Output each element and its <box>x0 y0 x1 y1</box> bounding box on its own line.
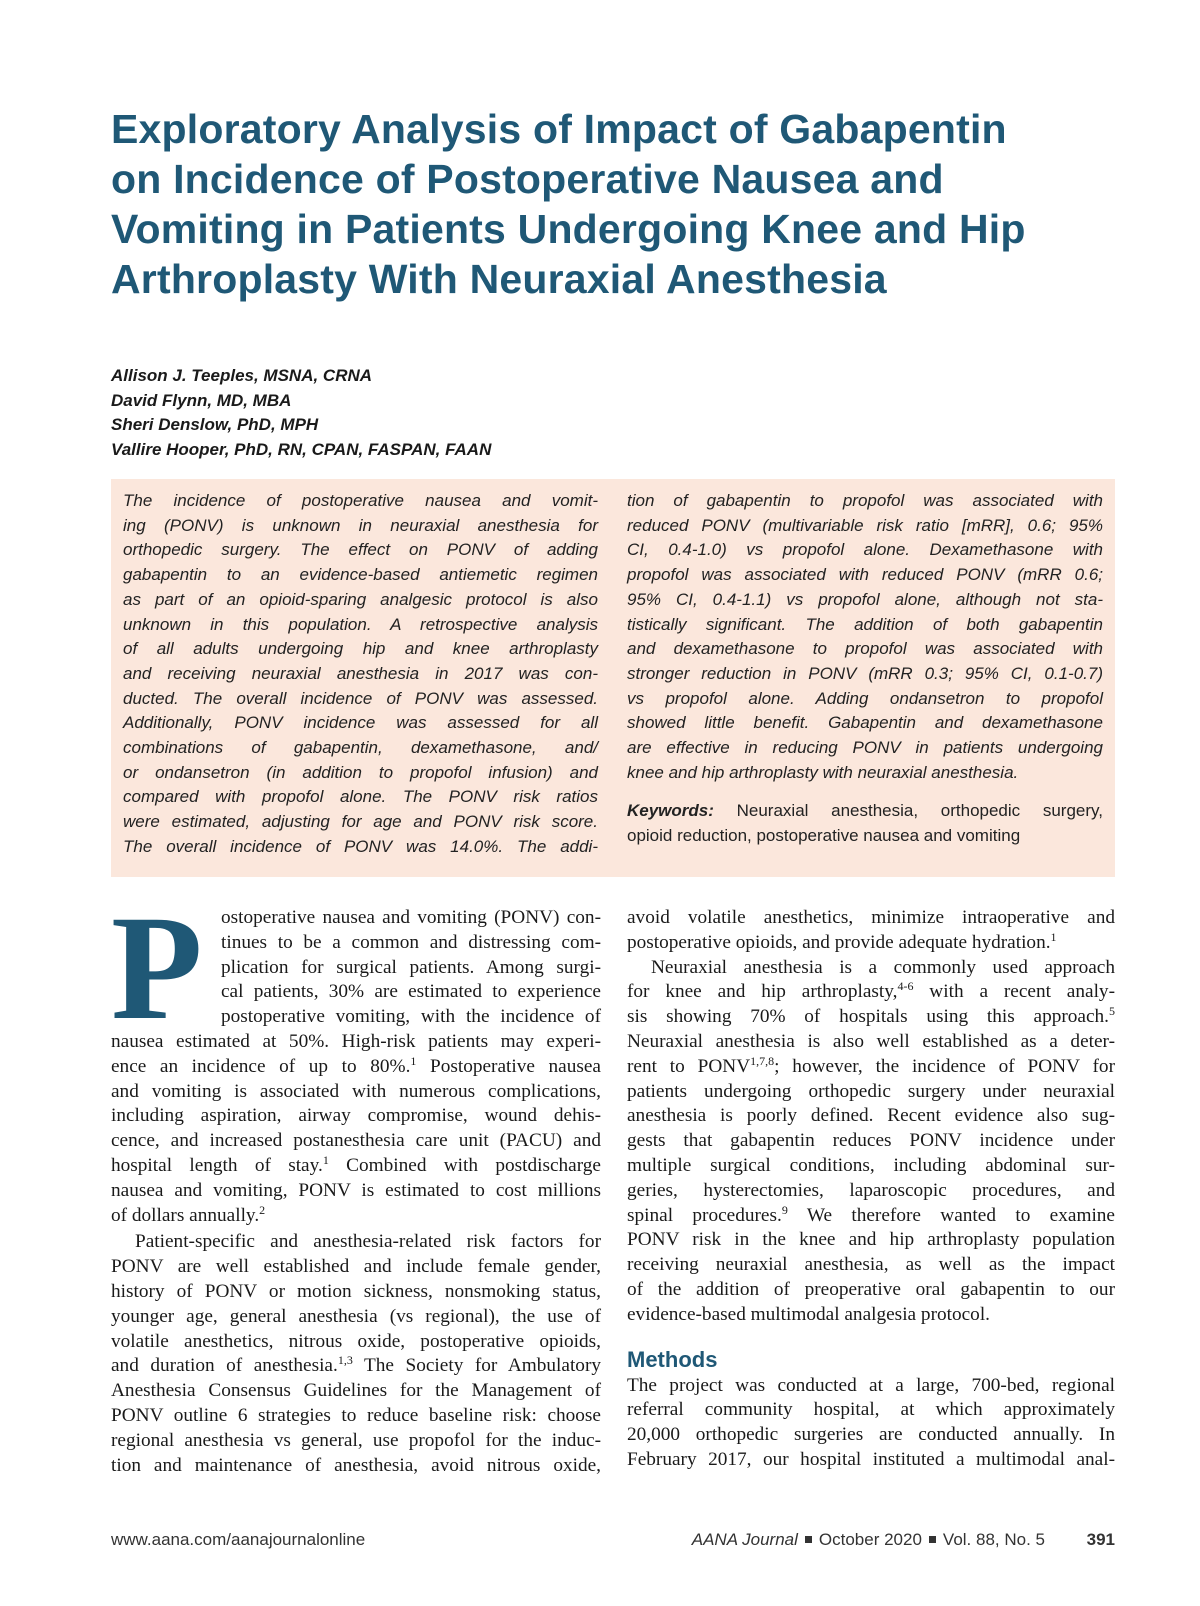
abstract-line: CI, 0.4-1.0) vs propofol alone. Dexamethasone with <box>627 540 1103 560</box>
abstract-right-column <box>627 489 1103 849</box>
issue-date: October 2020 <box>818 1530 922 1549</box>
abstract-line: The overall incidence of PONV was 14.0%. The addi- <box>123 836 598 856</box>
citation: 1 <box>1050 929 1057 944</box>
abstract-line: unknown in this population. A retrospective analysis <box>123 614 598 634</box>
section-heading-methods: Methods <box>627 1346 718 1372</box>
body-line: and vomiting is associated with numerous complications, <box>111 1080 601 1102</box>
abstract-line: tion of gabapentin to propofol was associated with <box>627 491 1103 510</box>
body-line: referral community hospital, at which approximately <box>627 1399 1115 1421</box>
body-line: of dollars annually.$^2$ <box>111 1202 266 1226</box>
abstract-line: and receiving neuraxial anesthesia in 2017 was con- <box>123 663 598 683</box>
abstract-line: and dexamethasone to propofol was associated with <box>627 639 1103 659</box>
body-line: younger age, general anesthesia (vs regional), the use of <box>111 1305 601 1327</box>
abstract-line: The incidence of postoperative nausea and vomit- <box>123 491 598 510</box>
body-line: nausea estimated at 50%. High-risk patients may experi- <box>111 1030 601 1052</box>
body-line: patients undergoing orthopedic surgery under neuraxial <box>627 1080 1115 1102</box>
body-line: PONV risk in the knee and hip arthroplasty population <box>627 1229 1115 1251</box>
body-left-column <box>111 906 601 1478</box>
body-line: avoid volatile anesthetics, minimize intraoperative and <box>627 907 1115 928</box>
body-line: spinal procedures.$^9$ We therefore wanted to examine <box>627 1202 1115 1226</box>
journal-citation <box>692 1530 1045 1550</box>
body-line: of the addition of preoperative oral gabapentin to our <box>627 1278 1115 1300</box>
body-line: receiving neuraxial anesthesia, as well as the impact <box>627 1254 1115 1276</box>
abstract-line: ducted. The overall incidence of PONV was assessed. <box>123 688 598 708</box>
journal-name: AANA Journal <box>691 1530 798 1549</box>
citation: 1,7,8 <box>750 1053 775 1068</box>
body-line: February 2017, our hospital instituted a multimodal anal- <box>627 1448 1115 1470</box>
abstract-line: gabapentin to an evidence-based antiemetic regimen <box>123 565 598 585</box>
citation: 4-6 <box>897 979 914 994</box>
title-line: Arthroplasty With Neuraxial Anesthesia <box>111 256 887 302</box>
body-line: anesthesia is poorly defined. Recent evidence also sug- <box>627 1105 1115 1127</box>
body-line: evidence-based multimodal analgesia protocol. <box>627 1303 991 1325</box>
body-line: The project was conducted at a large, 700-bed, regional <box>627 1374 1115 1396</box>
body-line: tinues to be a common and distressing com- <box>221 931 601 953</box>
abstract-line: orthopedic surgery. The effect on PONV of adding <box>123 540 598 560</box>
body-line: multiple surgical conditions, including abdominal sur- <box>627 1154 1115 1176</box>
author: David Flynn, MD, MBA <box>111 390 292 410</box>
abstract-line: showed little benefit. Gabapentin and dexamethasone <box>627 713 1103 733</box>
body-line: PONV outline 6 strategies to reduce baseline risk: choose <box>111 1404 601 1426</box>
keywords-text: opioid reduction, postoperative nausea and vomiting <box>627 826 1021 846</box>
body-line: tion and maintenance of anesthesia, avoid nitrous oxide, <box>111 1454 601 1476</box>
keywords-label: Keywords: <box>627 801 714 821</box>
body-line: gests that gabapentin reduces PONV incidence under <box>627 1130 1115 1152</box>
body-line: Patient-specific and anesthesia-related risk factors for <box>135 1231 601 1253</box>
body-line: ostoperative nausea and vomiting (PONV) con- <box>221 907 601 928</box>
abstract-line: combinations of gabapentin, dexamethasone, and/ <box>123 738 598 758</box>
body-line: nausea and vomiting, PONV is estimated to cost millions <box>111 1179 601 1201</box>
abstract-left-column <box>123 489 598 860</box>
drop-cap: P <box>111 885 203 1051</box>
abstract-line: were estimated, adjusting for age and PONV risk score. <box>123 812 598 832</box>
title-line: on Incidence of Postoperative Nausea and <box>111 156 944 202</box>
abstract-line: reduced PONV (multivariable risk ratio [mRR], 0.6; 95% <box>627 515 1103 535</box>
abstract-line: as part of an opioid-sparing analgesic protocol is also <box>123 589 598 609</box>
body-line: cal patients, 30% are estimated to experience <box>221 981 601 1003</box>
author: Allison J. Teeples, MSNA, CRNA <box>111 366 373 385</box>
abstract-line: propofol was associated with reduced PONV (mRR 0.6; <box>627 565 1103 585</box>
keywords-text: Neuraxial anesthesia, orthopedic surgery, <box>736 801 1103 821</box>
author-list <box>111 364 491 462</box>
body-line: Neuraxial anesthesia is also well established as a deter- <box>627 1030 1115 1052</box>
keywords <box>627 799 1103 848</box>
body-line: geries, hysterectomies, laparoscopic procedures, and <box>627 1179 1115 1201</box>
body-line: postoperative vomiting, with the incidence of <box>221 1006 601 1028</box>
body-line: Neuraxial anesthesia is a commonly used approach <box>651 956 1115 978</box>
body-line: sis showing 70% of hospitals using this approach.$^5$ <box>627 1004 1115 1028</box>
page-number: 391 <box>1086 1530 1115 1549</box>
square-bullet-icon <box>805 1536 812 1543</box>
body-line: ence an incidence of up to 80%.$^1$ Postoperative nausea <box>111 1053 601 1077</box>
body-line: history of PONV or motion sickness, nonsmoking status, <box>111 1280 601 1302</box>
body-right-column <box>627 906 1115 1473</box>
citation: 1,3 <box>337 1353 353 1368</box>
body-line: regional anesthesia vs general, use propofol for the induc- <box>111 1429 601 1451</box>
body-line: hospital length of stay.$^1$ Combined with postdischarge <box>111 1152 601 1176</box>
body-line: PONV are well established and include female gender, <box>111 1256 601 1278</box>
body-line: cence, and increased postanesthesia care unit (PACU) and <box>111 1130 601 1152</box>
body-line: Anesthesia Consensus Guidelines for the Management of <box>111 1380 601 1402</box>
citation: 1 <box>322 1152 329 1167</box>
body-line: plication for surgical patients. Among surgi- <box>221 956 601 978</box>
abstract-line: Additionally, PONV incidence was assessed for all <box>123 713 598 733</box>
body-line: postoperative opioids, and provide adequate hydration.$^1$ <box>627 929 1057 953</box>
author: Vallire Hooper, PhD, RN, CPAN, FASPAN, FAAN <box>111 439 492 459</box>
citation: 1 <box>410 1053 417 1068</box>
body-line: volatile anesthetics, nitrous oxide, postoperative opioids, <box>111 1330 601 1352</box>
abstract-line: or ondansetron (in addition to propofol infusion) and <box>123 762 598 782</box>
abstract-box <box>111 479 1115 877</box>
abstract-line: of all adults undergoing hip and knee arthroplasty <box>123 639 598 659</box>
abstract-line: vs propofol alone. Adding ondansetron to propofol <box>627 688 1103 708</box>
abstract-line: stronger reduction in PONV (mRR 0.3; 95% CI, 0.1-0.7) <box>627 663 1103 683</box>
citation: 2 <box>259 1202 266 1217</box>
body-line: for knee and hip arthroplasty,$^{4-6}$ with a recent analy- <box>627 979 1115 1003</box>
abstract-line: tistically significant. The addition of both gabapentin <box>627 614 1103 634</box>
abstract-line: knee and hip arthroplasty with neuraxial anesthesia. <box>627 762 1019 782</box>
abstract-line: are effective in reducing PONV in patients undergoing <box>627 738 1103 758</box>
volume-issue: Vol. 88, No. 5 <box>942 1530 1045 1549</box>
author: Sheri Denslow, PhD, MPH <box>111 415 319 434</box>
body-line: rent to PONV$^{1,7,8}$; however, the incidence of PONV for <box>627 1053 1115 1077</box>
citation: 9 <box>781 1202 788 1217</box>
body-line: and duration of anesthesia.$^{1,3}$ The Society for Ambulatory <box>111 1353 601 1377</box>
article-title <box>111 104 1111 304</box>
abstract-line: 95% CI, 0.4-1.1) vs propofol alone, although not sta- <box>627 589 1103 609</box>
citation: 5 <box>1109 1004 1115 1019</box>
body-line: including aspiration, airway compromise, wound dehis- <box>111 1105 601 1127</box>
abstract-line: compared with propofol alone. The PONV risk ratios <box>123 787 598 807</box>
journal-url-link[interactable]: www.aana.com/aanajournalonline <box>111 1530 366 1549</box>
title-line: Vomiting in Patients Undergoing Knee and Hip <box>111 206 1026 252</box>
abstract-line: ing (PONV) is unknown in neuraxial anesthesia for <box>123 515 598 535</box>
square-bullet-icon <box>929 1536 936 1543</box>
title-line: Exploratory Analysis of Impact of Gabapentin <box>111 106 1007 152</box>
body-line: 20,000 orthopedic surgeries are conducted annually. In <box>627 1424 1115 1446</box>
